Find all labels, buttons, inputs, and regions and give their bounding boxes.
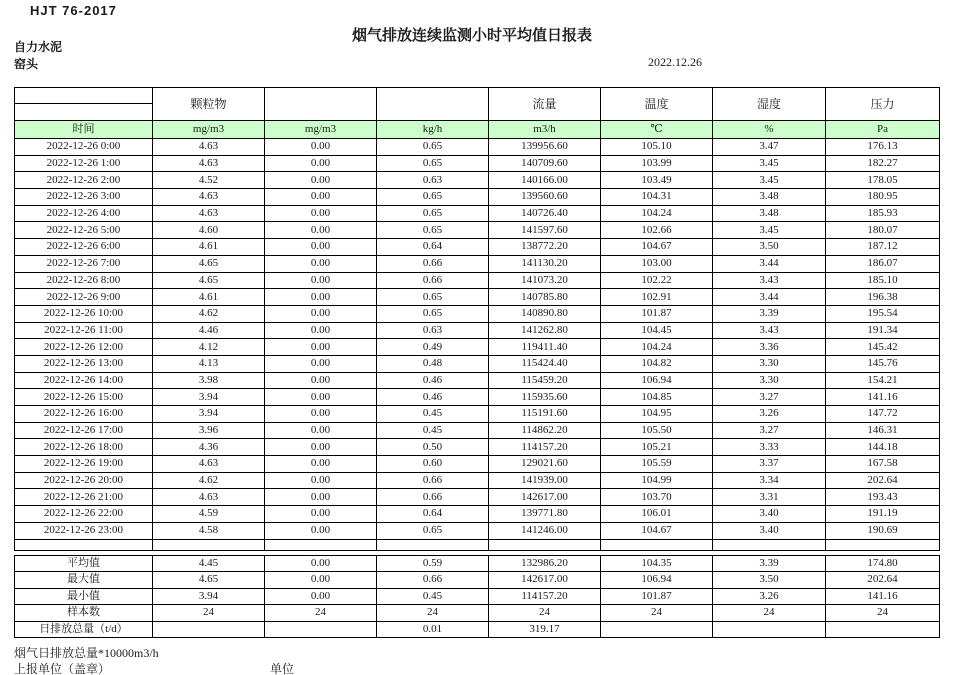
table-cell: 2022-12-26 14:00 [15,372,153,389]
table-cell: 140726.40 [489,205,601,222]
table-cell: 141597.60 [489,222,601,239]
table-cell: 3.44 [713,255,826,272]
summary-row [15,621,940,638]
table-cell: 0.00 [265,572,377,589]
table-cell: 3.33 [713,439,826,456]
table-cell: 4.65 [153,272,265,289]
table-cell: 3.43 [713,272,826,289]
table-cell [153,621,265,638]
table-cell: 105.59 [601,456,713,473]
group-header-row [15,88,940,104]
table-cell: 0.00 [265,555,377,572]
unit-cell-m3h: m3/h [489,121,601,139]
table-cell: 2022-12-26 4:00 [15,205,153,222]
hourly-data-row [15,406,940,423]
table-cell: 4.12 [153,339,265,356]
hourly-data-row [15,456,940,473]
table-cell: 0.00 [265,272,377,289]
table-cell: 4.46 [153,322,265,339]
table-cell: 0.46 [377,372,489,389]
table-cell: 0.00 [265,422,377,439]
table-cell: 0.00 [265,155,377,172]
hourly-data-row [15,272,940,289]
table-cell: 319.17 [489,621,601,638]
table-cell: 105.10 [601,139,713,156]
table-cell: 4.62 [153,305,265,322]
hourly-data-row [15,389,940,406]
table-cell: 0.45 [377,406,489,423]
unit-cell-kgh: kg/h [377,121,489,139]
table-cell: 24 [265,605,377,622]
standard-number: HJT 76-2017 [30,3,117,18]
table-cell: 0.00 [265,305,377,322]
table-cell: 114862.20 [489,422,601,439]
table-cell: 3.50 [713,572,826,589]
table-cell: 104.85 [601,389,713,406]
table-cell: 141246.00 [489,522,601,539]
unit-cell-time: 时间 [15,121,153,139]
table-cell: 191.19 [826,506,940,523]
table-cell: 114157.20 [489,588,601,605]
table-cell: 115459.20 [489,372,601,389]
table-cell: 0.66 [377,255,489,272]
table-cell: 0.00 [265,339,377,356]
table-cell: 167.58 [826,456,940,473]
table-cell: 3.39 [713,305,826,322]
table-cell: 3.27 [713,389,826,406]
table-cell: 180.95 [826,189,940,206]
unit-cell-celsius: ℃ [601,121,713,139]
table-cell: 4.65 [153,255,265,272]
table-cell: 3.45 [713,155,826,172]
table-cell: 3.48 [713,205,826,222]
report-date: 2022.12.26 [648,55,702,69]
table-cell: 4.62 [153,472,265,489]
table-cell: 0.65 [377,305,489,322]
table-cell: 4.63 [153,456,265,473]
header-cell-blank-2 [377,88,489,121]
table-cell: 3.94 [153,406,265,423]
table-cell: 0.66 [377,572,489,589]
header-cell-humidity: 湿度 [713,88,826,121]
table-cell: 3.40 [713,506,826,523]
hourly-data-row [15,506,940,523]
table-cell: 104.99 [601,472,713,489]
table-cell: 3.37 [713,456,826,473]
table-cell: 146.31 [826,422,940,439]
table-cell: 145.76 [826,355,940,372]
header-cell-particulate: 颗粒物 [153,88,265,121]
table-cell: 140709.60 [489,155,601,172]
table-cell: 3.45 [713,172,826,189]
table-cell: 24 [489,605,601,622]
table-cell: 0.65 [377,139,489,156]
page-title: 烟气排放连续监测小时平均值日报表 [351,27,592,44]
table-cell: 4.13 [153,355,265,372]
table-cell: 3.27 [713,422,826,439]
table-cell: 104.67 [601,522,713,539]
table-cell: 2022-12-26 18:00 [15,439,153,456]
unit-cell-mgm3-1: mg/m3 [153,121,265,139]
table-cell: 3.45 [713,222,826,239]
table-cell: 0.00 [265,372,377,389]
table-cell: 2022-12-26 7:00 [15,255,153,272]
table-cell: 0.00 [265,472,377,489]
hourly-data-row [15,139,940,156]
table-cell: 140785.80 [489,289,601,306]
table-cell: 最小值 [15,588,153,605]
table-cell: 185.93 [826,205,940,222]
table-cell: 4.58 [153,522,265,539]
table-cell: 0.46 [377,389,489,406]
table-cell: 0.65 [377,222,489,239]
table-cell: 4.63 [153,489,265,506]
table-cell: 3.26 [713,406,826,423]
hourly-data-row [15,155,940,172]
table-cell: 141.16 [826,588,940,605]
table-cell: 141130.20 [489,255,601,272]
table-cell: 3.31 [713,489,826,506]
table-cell: 106.94 [601,372,713,389]
table-cell: 191.34 [826,322,940,339]
table-cell: 4.63 [153,189,265,206]
table-cell: 102.22 [601,272,713,289]
table-cell: 0.65 [377,205,489,222]
table-cell: 0.65 [377,289,489,306]
table-cell: 147.72 [826,406,940,423]
table-cell: 141.16 [826,389,940,406]
table-cell: 141939.00 [489,472,601,489]
table-cell: 2022-12-26 19:00 [15,456,153,473]
table-cell: 4.59 [153,506,265,523]
table-cell: 2022-12-26 0:00 [15,139,153,156]
table-cell: 3.26 [713,588,826,605]
table-cell: 0.00 [265,489,377,506]
table-cell: 190.69 [826,522,940,539]
table-cell: 195.54 [826,305,940,322]
table-cell: 0.59 [377,555,489,572]
table-cell: 2022-12-26 1:00 [15,155,153,172]
table-cell: 106.94 [601,572,713,589]
hourly-data-row [15,489,940,506]
table-cell: 3.30 [713,355,826,372]
company-name: 自力水泥 [14,40,63,54]
table-cell: 0.66 [377,489,489,506]
table-cell: 0.63 [377,172,489,189]
report-table-area [14,87,940,638]
table-cell: 104.35 [601,555,713,572]
hourly-data-body [15,139,940,540]
table-cell: 3.50 [713,239,826,256]
table-cell: 104.45 [601,322,713,339]
table-cell: 0.00 [265,506,377,523]
table-cell: 154.21 [826,372,940,389]
table-cell: 202.64 [826,572,940,589]
table-cell: 3.40 [713,522,826,539]
table-cell: 119411.40 [489,339,601,356]
hourly-data-row [15,189,940,206]
table-cell: 0.45 [377,588,489,605]
table-cell: 129021.60 [489,456,601,473]
table-cell: 103.49 [601,172,713,189]
table-cell: 103.99 [601,155,713,172]
table-cell: 2022-12-26 5:00 [15,222,153,239]
table-cell: 2022-12-26 13:00 [15,355,153,372]
table-cell: 24 [601,605,713,622]
table-cell: 4.63 [153,205,265,222]
table-cell: 3.96 [153,422,265,439]
hourly-data-row [15,239,940,256]
table-cell: 0.65 [377,155,489,172]
table-cell: 0.00 [265,289,377,306]
hourly-data-row [15,205,940,222]
table-cell: 4.65 [153,572,265,589]
hourly-data-row [15,522,940,539]
table-cell: 平均值 [15,555,153,572]
table-cell [601,621,713,638]
table-cell: 0.45 [377,422,489,439]
table-cell: 3.30 [713,372,826,389]
table-cell: 0.00 [265,406,377,423]
table-cell: 139771.80 [489,506,601,523]
hourly-data-row [15,472,940,489]
hourly-data-row [15,372,940,389]
hourly-data-row [15,255,940,272]
table-cell: 0.00 [265,172,377,189]
table-cell: 4.36 [153,439,265,456]
table-cell: 样本数 [15,605,153,622]
header-cell-blank-1 [265,88,377,121]
table-cell: 186.07 [826,255,940,272]
table-cell: 0.66 [377,272,489,289]
table-cell: 106.01 [601,506,713,523]
table-cell: 115424.40 [489,355,601,372]
table-cell: 182.27 [826,155,940,172]
table-cell: 0.00 [265,139,377,156]
table-cell: 185.10 [826,272,940,289]
table-cell: 2022-12-26 3:00 [15,189,153,206]
table-cell: 2022-12-26 6:00 [15,239,153,256]
table-cell: 102.66 [601,222,713,239]
table-cell: 142617.00 [489,572,601,589]
table-cell: 日排放总量（t/d） [15,621,153,638]
summary-table [14,555,940,639]
table-cell: 2022-12-26 2:00 [15,172,153,189]
table-cell: 2022-12-26 20:00 [15,472,153,489]
table-cell: 24 [377,605,489,622]
table-cell: 2022-12-26 9:00 [15,289,153,306]
table-cell: 0.50 [377,439,489,456]
table-cell: 202.64 [826,472,940,489]
summary-row [15,572,940,589]
table-cell: 4.60 [153,222,265,239]
header-cell-blank-bottom [15,104,153,121]
table-cell: 0.00 [265,439,377,456]
table-cell: 104.67 [601,239,713,256]
summary-row [15,555,940,572]
table-cell: 24 [153,605,265,622]
table-cell: 0.00 [265,389,377,406]
table-cell: 2022-12-26 17:00 [15,422,153,439]
table-cell: 0.63 [377,322,489,339]
table-cell: 最大值 [15,572,153,589]
table-cell: 3.39 [713,555,826,572]
table-cell: 24 [826,605,940,622]
table-cell: 0.66 [377,472,489,489]
table-cell: 0.00 [265,355,377,372]
table-cell: 0.65 [377,522,489,539]
table-cell: 103.70 [601,489,713,506]
table-cell: 0.00 [265,205,377,222]
table-cell: 0.00 [265,255,377,272]
hourly-data-row [15,422,940,439]
table-cell: 140890.80 [489,305,601,322]
summary-row [15,605,940,622]
table-cell: 105.21 [601,439,713,456]
table-cell: 0.01 [377,621,489,638]
table-cell: 132986.20 [489,555,601,572]
table-cell: 24 [713,605,826,622]
footer-total-note: 烟气日排放总量*10000m3/h [14,646,159,660]
table-cell: 141073.20 [489,272,601,289]
table-cell: 3.36 [713,339,826,356]
table-cell: 138772.20 [489,239,601,256]
table-cell: 0.65 [377,189,489,206]
table-cell: 139560.60 [489,189,601,206]
hourly-data-row [15,172,940,189]
table-cell: 0.00 [265,522,377,539]
table-cell: 0.00 [265,189,377,206]
table-cell: 3.94 [153,588,265,605]
footer-unit-label: 单位 [270,662,295,675]
table-cell: 103.00 [601,255,713,272]
table-cell: 139956.60 [489,139,601,156]
table-cell: 2022-12-26 10:00 [15,305,153,322]
table-cell: 178.05 [826,172,940,189]
table-cell: 104.24 [601,205,713,222]
empty-spacer-row [15,539,940,550]
table-cell: 144.18 [826,439,940,456]
table-cell: 4.61 [153,289,265,306]
table-cell: 101.87 [601,305,713,322]
table-cell: 4.52 [153,172,265,189]
table-cell: 2022-12-26 21:00 [15,489,153,506]
table-cell: 105.50 [601,422,713,439]
table-cell: 4.61 [153,239,265,256]
table-cell: 0.00 [265,456,377,473]
unit-header-row [15,121,940,139]
unit-cell-pa: Pa [826,121,940,139]
table-cell: 2022-12-26 12:00 [15,339,153,356]
table-cell: 104.82 [601,355,713,372]
table-cell: 104.24 [601,339,713,356]
table-cell: 3.47 [713,139,826,156]
table-cell: 4.63 [153,139,265,156]
summary-body [15,555,940,638]
table-cell: 0.00 [265,222,377,239]
table-cell: 2022-12-26 23:00 [15,522,153,539]
header-cell-blank-top [15,88,153,104]
table-cell [826,621,940,638]
table-cell: 176.13 [826,139,940,156]
unit-cell-mgm3-2: mg/m3 [265,121,377,139]
table-cell: 2022-12-26 22:00 [15,506,153,523]
table-cell: 145.42 [826,339,940,356]
hourly-data-row [15,305,940,322]
table-cell [713,621,826,638]
table-cell: 0.00 [265,239,377,256]
table-cell: 141262.80 [489,322,601,339]
header-cell-flow: 流量 [489,88,601,121]
table-cell: 102.91 [601,289,713,306]
hourly-data-row [15,355,940,372]
table-cell: 193.43 [826,489,940,506]
header-cell-temperature: 温度 [601,88,713,121]
unit-cell-percent: % [713,121,826,139]
table-cell: 104.31 [601,189,713,206]
table-cell: 114157.20 [489,439,601,456]
hourly-data-row [15,339,940,356]
station-name: 窑头 [14,57,39,71]
table-cell: 174.80 [826,555,940,572]
table-cell: 104.95 [601,406,713,423]
table-cell: 2022-12-26 8:00 [15,272,153,289]
table-cell: 3.94 [153,389,265,406]
table-cell: 142617.00 [489,489,601,506]
table-cell: 2022-12-26 16:00 [15,406,153,423]
table-cell: 0.49 [377,339,489,356]
hourly-data-row [15,439,940,456]
table-cell: 2022-12-26 15:00 [15,389,153,406]
footer-reporting-unit: 上报单位（盖章） [14,662,111,675]
hourly-data-row [15,222,940,239]
table-cell: 115935.60 [489,389,601,406]
summary-row [15,588,940,605]
table-cell: 180.07 [826,222,940,239]
table-cell: 0.60 [377,456,489,473]
table-cell: 2022-12-26 11:00 [15,322,153,339]
table-cell: 0.00 [265,322,377,339]
table-cell: 4.45 [153,555,265,572]
table-cell: 0.00 [265,588,377,605]
header-cell-pressure: 压力 [826,88,940,121]
table-cell: 196.38 [826,289,940,306]
table-cell: 115191.60 [489,406,601,423]
table-cell: 0.48 [377,355,489,372]
main-table [14,87,940,551]
table-cell: 0.64 [377,239,489,256]
table-cell: 187.12 [826,239,940,256]
table-cell: 3.98 [153,372,265,389]
table-cell: 3.43 [713,322,826,339]
table-cell: 140166.00 [489,172,601,189]
table-cell: 3.48 [713,189,826,206]
table-cell: 0.64 [377,506,489,523]
table-cell: 4.63 [153,155,265,172]
table-cell: 3.34 [713,472,826,489]
table-cell [265,621,377,638]
hourly-data-row [15,289,940,306]
table-cell: 101.87 [601,588,713,605]
hourly-data-row [15,322,940,339]
table-cell: 3.44 [713,289,826,306]
